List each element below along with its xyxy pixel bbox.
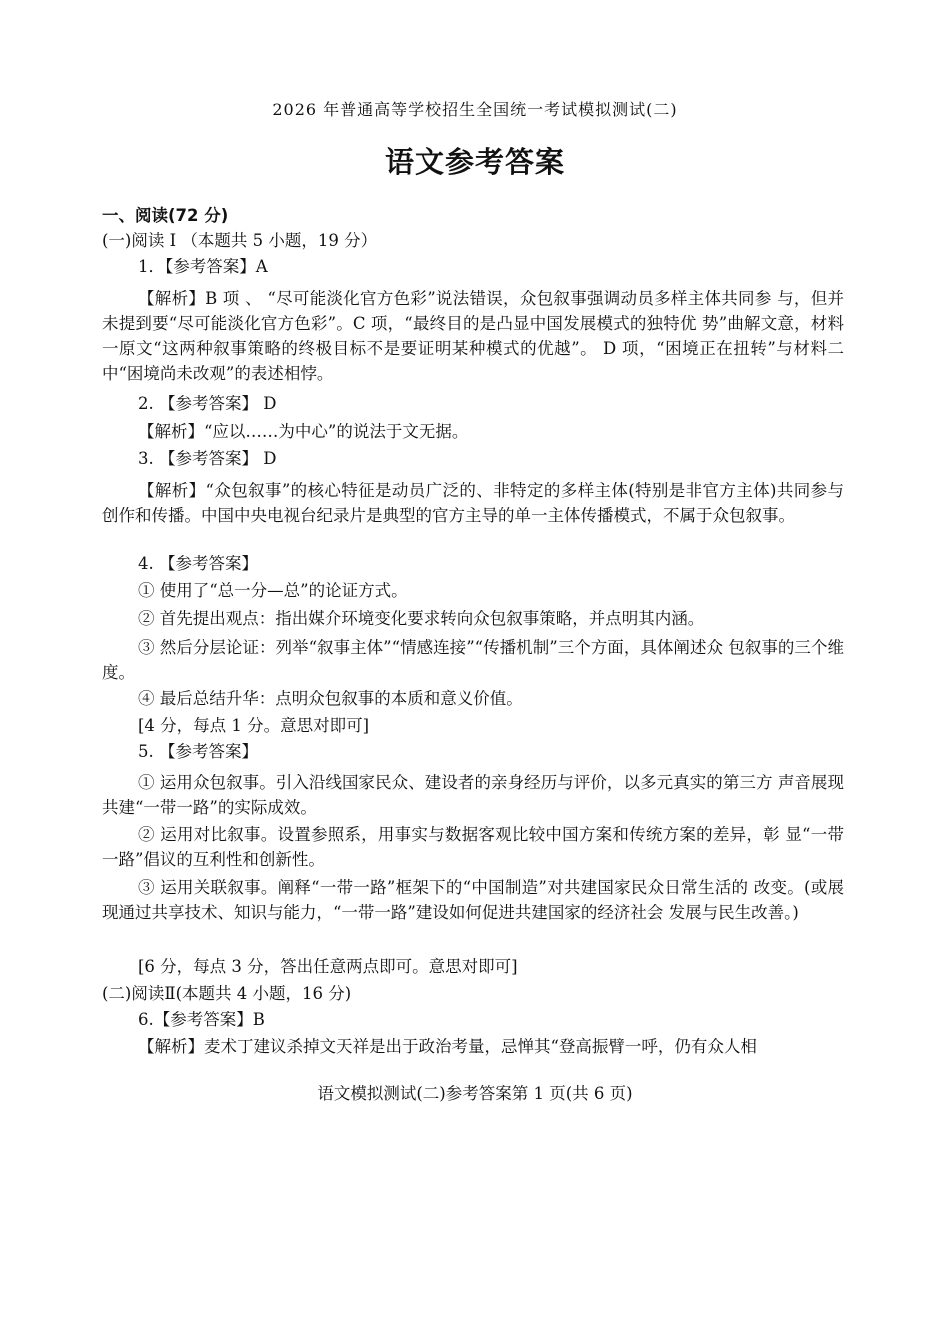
page-title: 语文参考答案 <box>384 145 565 179</box>
q5-point-2: ② 运用对比叙事。设置参照系，用事实与数据客观比较中国方案和传统方案的差异，彰 显“一带一路”倡议的互利性和创新性。 <box>102 825 844 869</box>
section-heading-reading: 一、阅读(72 分) <box>102 206 229 225</box>
q2-analysis: 【解析】“应以……为中心”的说法于文无据。 <box>138 422 469 441</box>
exam-line: 2026 年普通高等学校招生全国统一考试模拟测试(二) <box>272 100 678 119</box>
q3-answer: 3. 【参考答案】 D <box>138 449 277 468</box>
q5-answer: 5. 【参考答案】 <box>138 742 258 761</box>
subsection-reading-1: (一)阅读 I （本题共 5 小题，19 分） <box>102 231 378 250</box>
q4-point-2: ② 首先提出观点：指出媒介环境变化要求转向众包叙事策略，并点明其内涵。 <box>138 609 705 628</box>
q1-analysis: 【解析】B 项 、 “尽可能淡化官方色彩”说法错误，众包叙事强调动员多样主体共同参 与，但并未提到要“尽可能淡化官方色彩”。C 项，“最终目的是凸显中国发展模式的独特优 势”曲解文意，材料一原文“这两种叙事策略的终极目标不是要证明某种模式的优越”。 D 项，“困境正在扭转”与材料二中“困境尚未改观”的表述相悖。 <box>102 289 844 383</box>
q4-point-3: ③ 然后分层论证：列举“叙事主体”“情感连接”“传播机制”三个方面，具体阐述众 包叙事的三个维度。 <box>102 638 844 682</box>
q4-answer: 4. 【参考答案】 <box>138 554 258 573</box>
q4-point-1: ① 使用了“总一分—总”的论证方式。 <box>138 581 408 600</box>
q5-point-3: ③ 运用关联叙事。阐释“一带一路”框架下的“中国制造”对共建国家民众日常生活的 改变。(或展现通过共享技术、知识与能力，“一带一路”建设如何促进共建国家的经济社会 发展与民生改善。) <box>102 878 844 922</box>
q4-score-note: [4 分，每点 1 分。意思对即可] <box>138 716 370 735</box>
q5-point-1: ① 运用众包叙事。引入沿线国家民众、建设者的亲身经历与评价，以多元真实的第三方 声音展现共建“一带一路”的实际成效。 <box>102 773 844 817</box>
q4-point-4: ④ 最后总结升华：点明众包叙事的本质和意义价值。 <box>138 689 523 708</box>
q6-answer: 6.【参考答案】B <box>138 1010 265 1029</box>
q6-analysis: 【解析】麦术丁建议杀掉文天祥是出于政治考量，忌惮其“登高振臂一呼，仍有众人相 <box>138 1037 757 1056</box>
subsection-reading-2: (二)阅读Ⅱ(本题共 4 小题，16 分) <box>102 984 352 1003</box>
q1-answer: 1．【参考答案】A <box>138 257 268 276</box>
q2-answer: 2. 【参考答案】 D <box>138 394 277 413</box>
q5-score-note: [6 分，每点 3 分，答出任意两点即可。意思对即可] <box>138 957 518 976</box>
page-footer: 语文模拟测试(二)参考答案第 1 页(共 6 页) <box>317 1084 633 1103</box>
q3-analysis: 【解析】“众包叙事”的核心特征是动员广泛的、非特定的多样主体(特别是非官方主体)共同参与创作和传播。中国中央电视台纪录片是典型的官方主导的单一主体传播模式，不属于众包叙事。 <box>102 481 844 525</box>
